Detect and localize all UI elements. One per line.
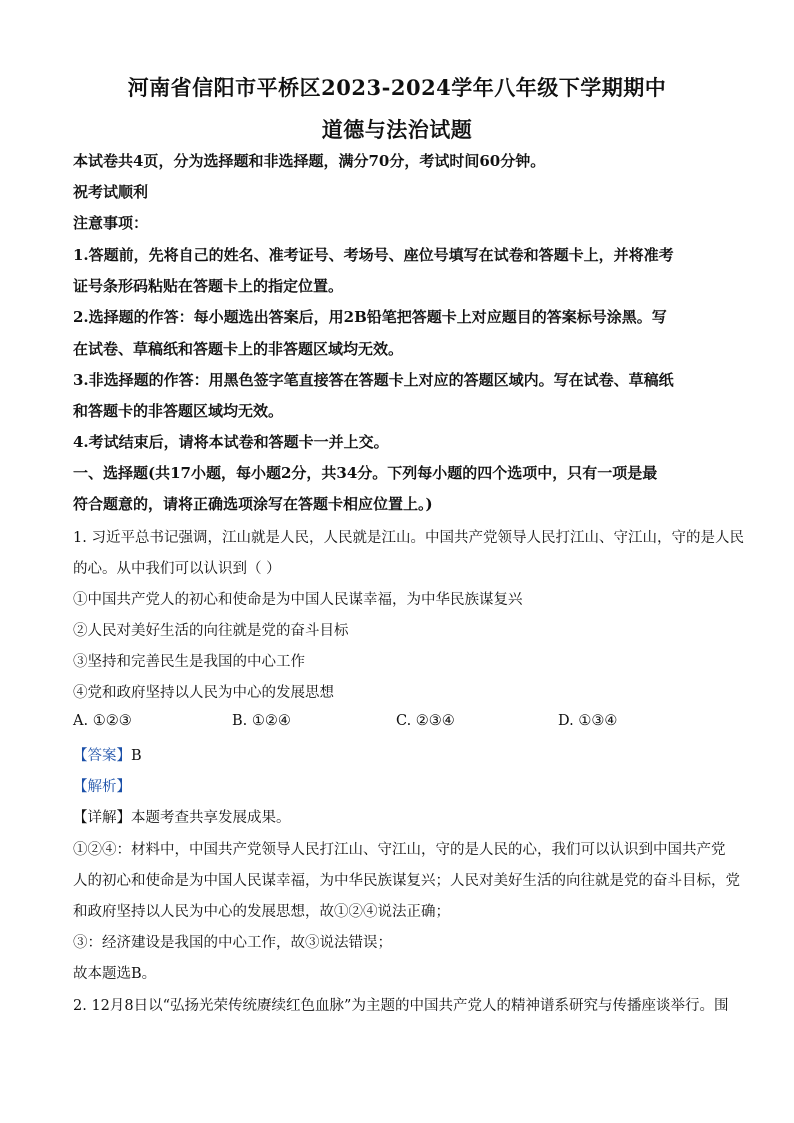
q2-stem-line-1: 2. 12月8日以“弘扬光荣传统赓续红色血脉”为主题的中国共产党人的精神谱系研究与传播座谈举行。围 — [73, 998, 729, 1014]
note-2-line-2: 在试卷、草稿纸和答题卡上的非答题区域均无效。 — [73, 340, 404, 358]
note-3-line-1: 3.非选择题的作答：用黑色签字笔直接答在答题卡上对应的答题区域内。写在试卷、草稿纸 — [73, 371, 674, 389]
q1-answer-row — [73, 744, 142, 765]
q1-explanation-line-2: 人的初心和使命是为中国人民谋幸福，为中华民族谋复兴；人民对美好生活的向往就是党的奋斗目标，党 — [73, 873, 740, 889]
answer-value: B — [131, 748, 142, 764]
exam-title: 河南省信阳市平桥区2023-2024学年八年级下学期期中 — [127, 75, 667, 100]
q1-statement-2: ②人民对美好生活的向往就是党的奋斗目标 — [73, 623, 349, 639]
exam-subtitle: 道德与法治试题 — [321, 117, 473, 142]
q1-option-b: B. ①②④ — [232, 713, 291, 729]
q1-stem-line-1: 1. 习近平总书记强调，江山就是人民，人民就是江山。中国共产党领导人民打江山、守江山，守的是人民 — [73, 530, 744, 546]
section-heading-line-1: 一、选择题(共17小题，每小题2分，共34分。下列每小题的四个选项中，只有一项是最 — [73, 464, 658, 482]
note-2-line-1: 2.选择题的作答：每小题选出答案后，用2B铅笔把答题卡上对应题目的答案标号涂黑。写 — [73, 308, 667, 326]
q1-statement-3: ③坚持和完善民生是我国的中心工作 — [73, 654, 305, 670]
answer-tag: 【答案】 — [73, 748, 131, 764]
q1-option-c: C. ②③④ — [396, 713, 455, 729]
q1-explanation-line-3: 和政府坚持以人民为中心的发展思想，故①②④说法正确； — [73, 904, 450, 920]
q1-detail-row — [73, 806, 291, 827]
q1-explanation-line-5: 故本题选B。 — [73, 966, 157, 982]
q1-statement-4: ④党和政府坚持以人民为中心的发展思想 — [73, 685, 334, 701]
section-heading-line-2: 符合题意的，请将正确选项涂写在答题卡相应位置上。) — [73, 495, 433, 513]
exam-info: 本试卷共4页，分为选择题和非选择题，满分70分，考试时间60分钟。 — [73, 152, 546, 170]
q1-explanation-line-4: ③：经济建设是我国的中心工作，故③说法错误； — [73, 935, 392, 951]
note-3-line-2: 和答题卡的非答题区域均无效。 — [73, 402, 284, 420]
q1-option-d: D. ①③④ — [558, 713, 618, 729]
q1-explanation-line-1: ①②④：材料中，中国共产党领导人民打江山、守江山，守的是人民的心，我们可以认识到中国共产党 — [73, 842, 726, 858]
detail-text: 本题考查共享发展成果。 — [131, 810, 291, 826]
good-luck-text: 祝考试顺利 — [73, 183, 149, 201]
notes-heading: 注意事项： — [73, 214, 149, 232]
q1-statement-1: ①中国共产党人的初心和使命是为中国人民谋幸福，为中华民族谋复兴 — [73, 592, 523, 608]
note-4: 4.考试结束后，请将本试卷和答题卡一并上交。 — [73, 433, 389, 451]
q1-option-a: A. ①②③ — [73, 713, 132, 729]
q1-analysis-row — [73, 775, 131, 796]
note-1-line-1: 1.答题前，先将自己的姓名、准考证号、考场号、座位号填写在试卷和答题卡上，并将准考 — [73, 246, 674, 264]
note-1-line-2: 证号条形码粘贴在答题卡上的指定位置。 — [73, 277, 344, 295]
detail-tag: 【详解】 — [73, 810, 131, 826]
analysis-tag: 【解析】 — [73, 779, 131, 795]
q1-stem-line-2: 的心。从中我们可以认识到（ ） — [73, 561, 281, 577]
